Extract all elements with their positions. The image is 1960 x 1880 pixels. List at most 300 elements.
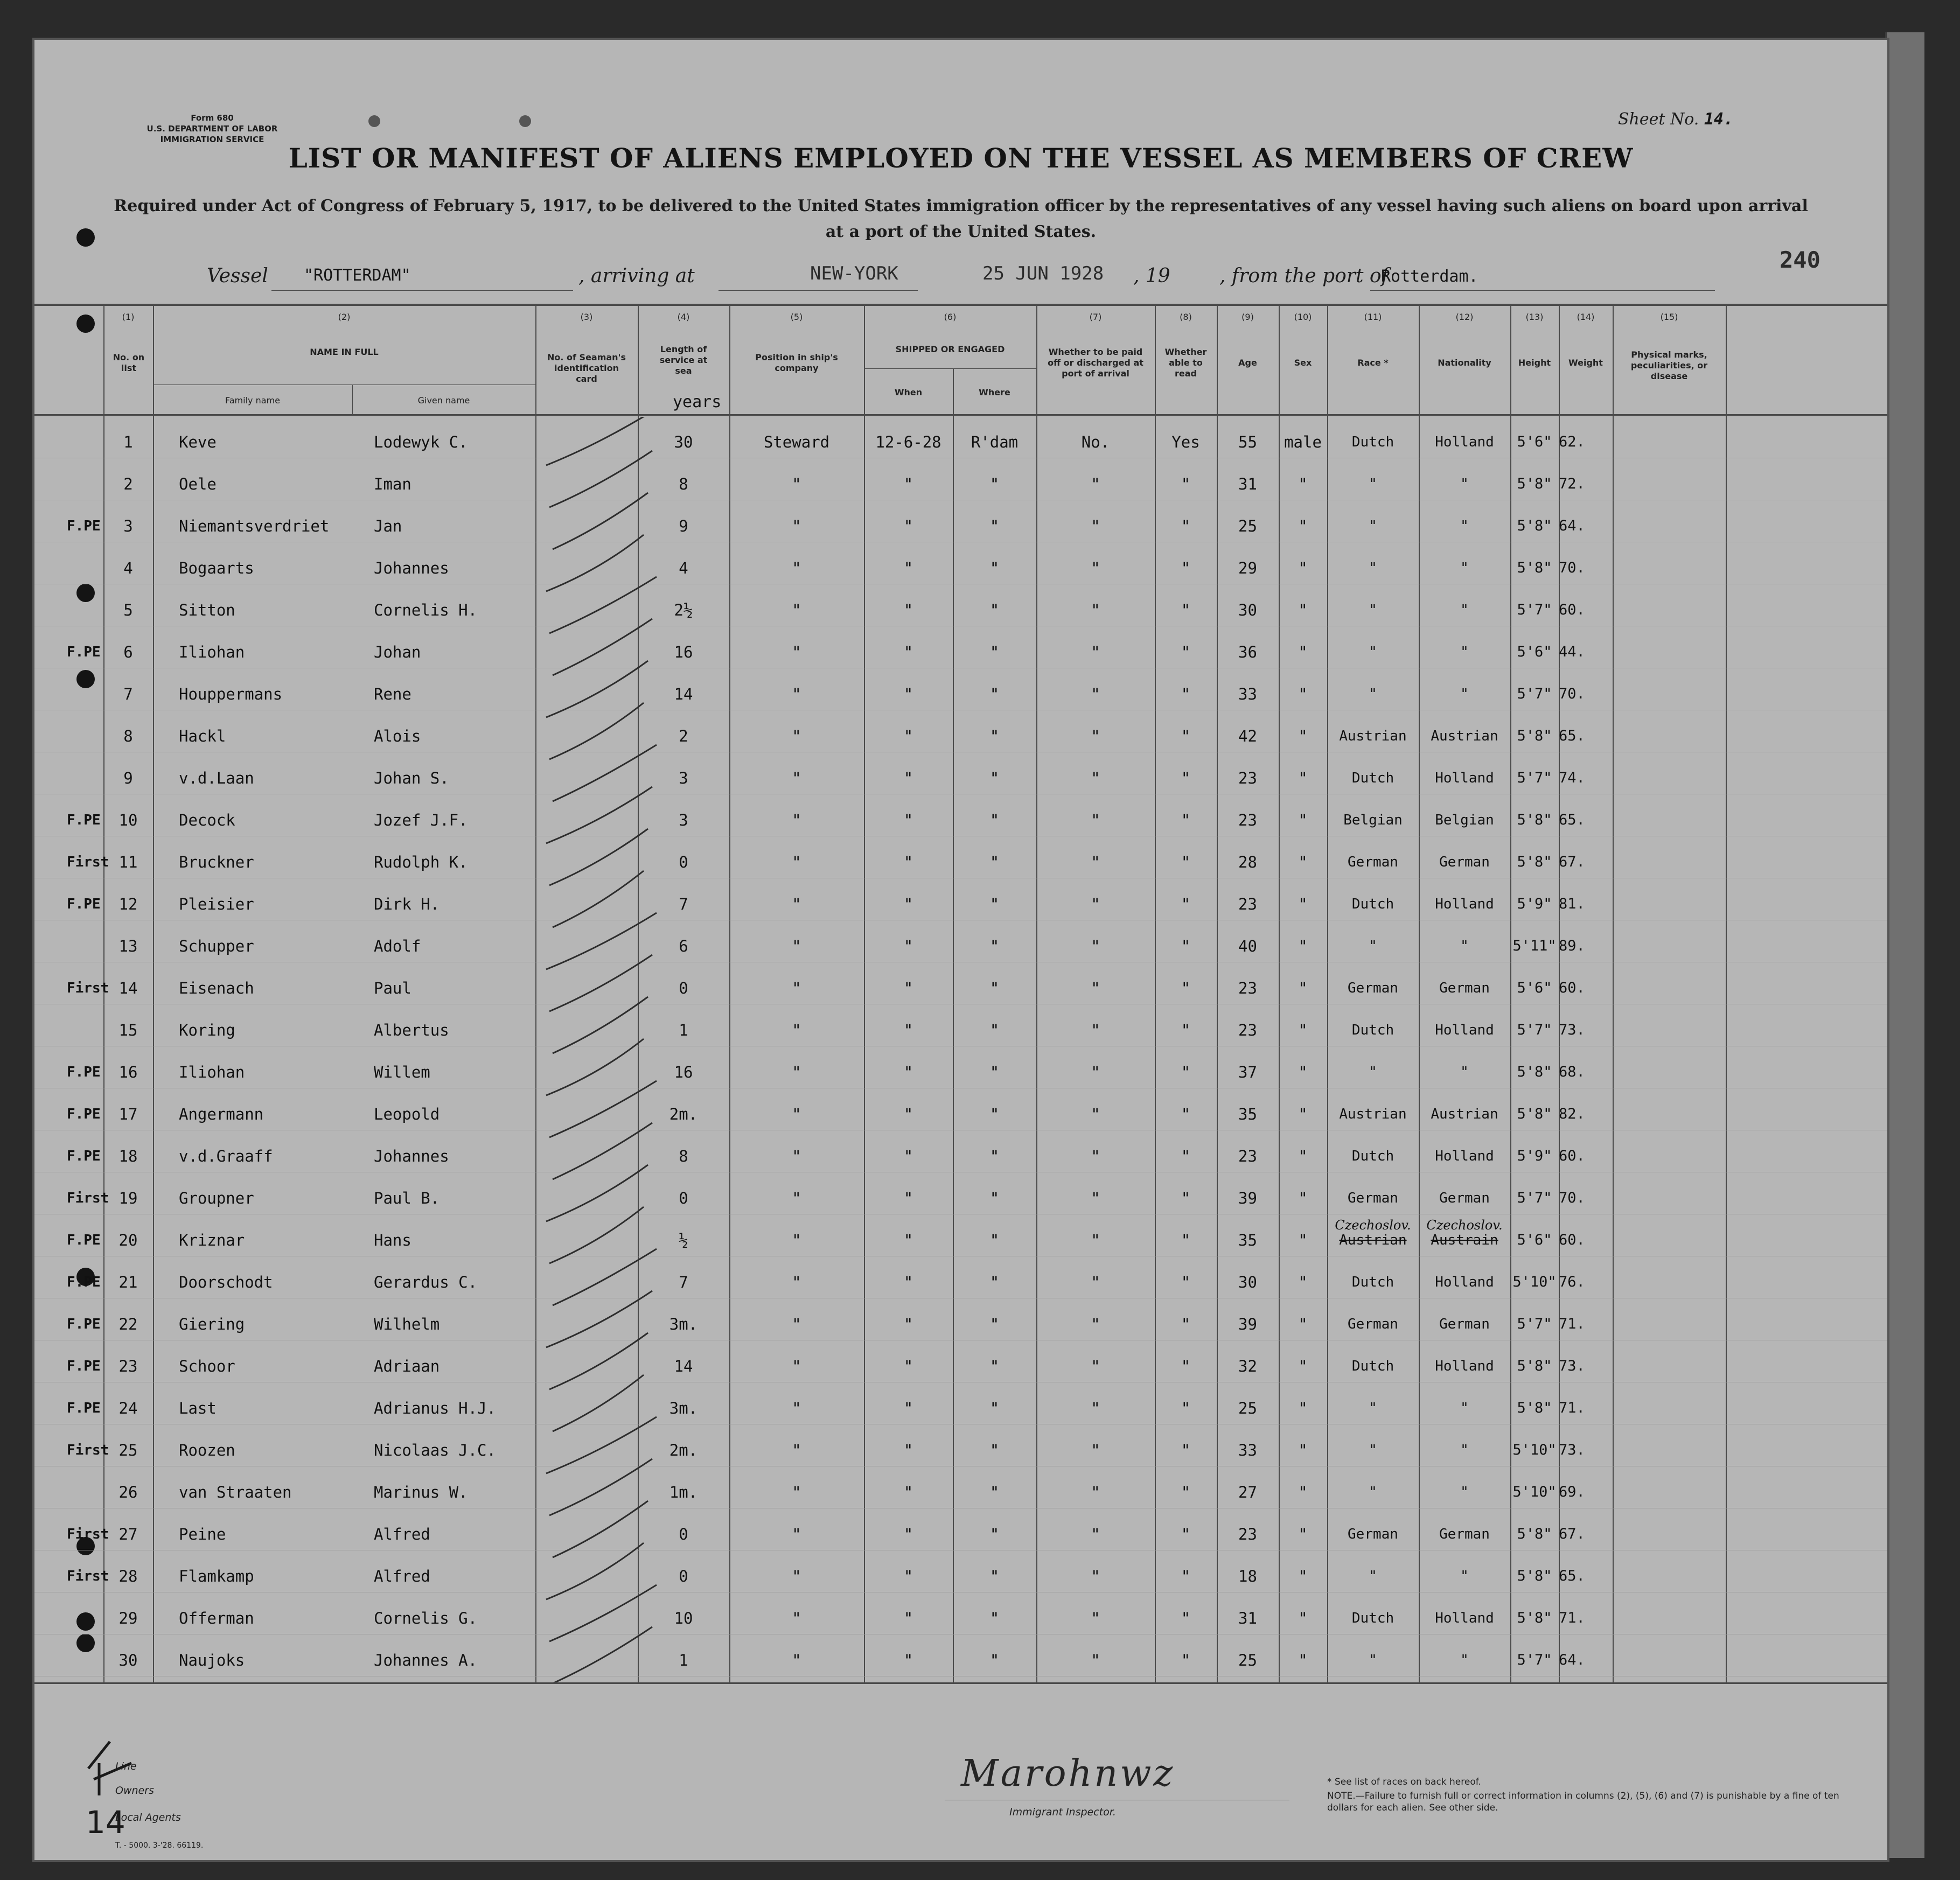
- manifest-sheet: [32, 38, 1889, 1862]
- row-mark: F.PE: [67, 1148, 101, 1164]
- row-race: Dutch: [1351, 896, 1394, 912]
- row-position: ": [792, 1273, 801, 1291]
- col-num-8: (8): [1180, 312, 1192, 322]
- row-family-name: Iliohan: [179, 1063, 245, 1081]
- row-sex: ": [1298, 1021, 1308, 1039]
- row-paid-off: ": [1091, 1567, 1100, 1585]
- row-position: ": [792, 643, 801, 661]
- row-family-name: Eisenach: [179, 979, 254, 997]
- row-shipped-when: ": [903, 811, 913, 829]
- row-shipped-where: ": [989, 1147, 1000, 1165]
- row-shipped-when: ": [903, 643, 913, 661]
- row-able-to-read: ": [1181, 517, 1191, 535]
- check-slash: [546, 1417, 657, 1473]
- row-sex: ": [1298, 1105, 1308, 1123]
- row-position: ": [792, 1567, 801, 1585]
- row-given-name: Johannes: [374, 1147, 449, 1165]
- row-weight: 76.: [1559, 1274, 1585, 1290]
- row-position: ": [792, 1357, 801, 1375]
- row-family-name: Sitton: [179, 601, 235, 619]
- footer-fine-note: NOTE.—Failure to furnish full or correct information in columns (2), (5), (6) and (7) is punishable by a fine of ten dollars for each alien. See other side.: [1327, 1791, 1839, 1813]
- inspector-label: Immigrant Inspector.: [1009, 1806, 1116, 1818]
- check-slash: [553, 871, 644, 927]
- row-nationality-correction: Czechoslov.: [1426, 1218, 1503, 1233]
- check-slash: [546, 535, 644, 591]
- col-num-10: (10): [1294, 312, 1312, 322]
- row-shipped-where: ": [989, 769, 1000, 787]
- col-head-age: Age: [1238, 358, 1257, 368]
- row-nationality: ": [1460, 938, 1469, 954]
- row-shipped-when: ": [903, 1315, 913, 1333]
- row-weight: 70.: [1559, 560, 1585, 576]
- row-nationality: Belgian: [1435, 812, 1494, 828]
- row-age: 29: [1238, 559, 1257, 577]
- row-age: 23: [1238, 811, 1257, 829]
- row-number: 8: [123, 727, 133, 745]
- row-height: 5'8": [1517, 518, 1552, 534]
- row-sex: male: [1284, 433, 1322, 451]
- form-info: [110, 113, 315, 145]
- row-sex: ": [1298, 1441, 1308, 1459]
- row-family-name: Oele: [179, 475, 217, 493]
- col-head-nationality: Nationality: [1438, 358, 1491, 368]
- row-weight: 73.: [1559, 1022, 1585, 1038]
- row-paid-off: ": [1091, 1273, 1100, 1291]
- col-head-no-on-list: No. on list: [113, 352, 145, 373]
- row-race: ": [1369, 1484, 1377, 1500]
- row-height: 5'8": [1517, 1400, 1552, 1416]
- row-shipped-where: ": [989, 1567, 1000, 1585]
- row-given-name: Adolf: [374, 937, 421, 955]
- col-head-height: Height: [1518, 358, 1551, 368]
- row-number: 29: [118, 1609, 138, 1627]
- row-shipped-when: ": [903, 1273, 913, 1291]
- row-shipped-where: ": [989, 475, 1000, 493]
- col-num-13: (13): [1525, 312, 1544, 322]
- row-mark: F.PE: [67, 518, 101, 534]
- row-nationality: German: [1439, 854, 1490, 870]
- row-weight: 64.: [1559, 518, 1585, 534]
- row-mark: First: [67, 1526, 109, 1542]
- row-race: German: [1348, 980, 1398, 996]
- row-number: 25: [118, 1441, 138, 1459]
- row-paid-off: ": [1091, 853, 1100, 871]
- arriving-port: NEW-YORK: [810, 263, 898, 284]
- row-given-name: Lodewyk C.: [374, 433, 468, 451]
- check-slash: [546, 661, 648, 717]
- col-head-race: Race *: [1357, 358, 1389, 368]
- row-weight: 74.: [1559, 770, 1585, 786]
- row-position: ": [792, 1063, 801, 1081]
- row-shipped-where: ": [989, 601, 1000, 619]
- row-shipped-where: ": [989, 1231, 1000, 1249]
- row-nationality: ": [1460, 1652, 1469, 1668]
- check-slash: [553, 619, 652, 675]
- row-position: ": [792, 769, 801, 787]
- check-slash: [553, 1375, 644, 1431]
- row-shipped-when: ": [903, 601, 913, 619]
- row-shipped-when: ": [903, 1189, 913, 1207]
- row-weight: 67.: [1559, 1526, 1585, 1542]
- row-position: ": [792, 1189, 801, 1207]
- row-race: ": [1369, 1652, 1377, 1668]
- col-num-11: (11): [1364, 312, 1382, 322]
- row-shipped-when: ": [903, 1021, 913, 1039]
- row-weight: 73.: [1559, 1442, 1585, 1458]
- col-num-5: (5): [790, 312, 803, 322]
- row-paid-off: ": [1091, 1063, 1100, 1081]
- row-mark: First: [67, 1190, 109, 1206]
- footer-owners-label: Owners: [115, 1785, 154, 1797]
- row-shipped-where: ": [989, 979, 1000, 997]
- col-num-2: (2): [338, 312, 351, 322]
- row-family-name: Peine: [179, 1525, 226, 1543]
- row-shipped-where: R'dam: [971, 433, 1019, 451]
- col-head-physical-marks: Physical marks, peculiarities, or disease: [1630, 350, 1708, 381]
- row-race: Dutch: [1351, 1022, 1394, 1038]
- row-mark: First: [67, 980, 109, 996]
- row-mark: F.PE: [67, 896, 101, 912]
- row-paid-off: ": [1091, 1189, 1100, 1207]
- row-sex: ": [1298, 895, 1308, 913]
- row-age: 40: [1238, 937, 1257, 955]
- row-length-of-service: 2½: [674, 601, 693, 619]
- row-nationality: ": [1460, 1442, 1469, 1458]
- svg-text:14: 14: [86, 1804, 125, 1839]
- col-divider: [1726, 305, 1727, 1682]
- row-able-to-read: ": [1181, 1357, 1191, 1375]
- arriving-underline: [719, 290, 918, 291]
- row-family-name: Giering: [179, 1315, 245, 1333]
- row-given-name: Adriaan: [374, 1357, 440, 1375]
- row-able-to-read: Yes: [1171, 433, 1200, 451]
- row-number: 17: [118, 1105, 138, 1123]
- check-slash: [549, 1333, 648, 1389]
- row-family-name: Naujoks: [179, 1651, 245, 1669]
- row-shipped-when: ": [903, 1399, 913, 1417]
- row-nationality: ": [1460, 1400, 1469, 1416]
- check-slash: [553, 1627, 652, 1682]
- row-height: 5'8": [1517, 560, 1552, 576]
- row-family-name: Roozen: [179, 1441, 235, 1459]
- row-shipped-where: ": [989, 727, 1000, 745]
- row-length-of-service: 2m.: [669, 1105, 698, 1123]
- row-age: 35: [1238, 1105, 1257, 1123]
- check-slash: [549, 1081, 657, 1137]
- row-sex: ": [1298, 979, 1308, 997]
- row-nationality: Holland: [1435, 896, 1494, 912]
- row-height: 5'8": [1517, 812, 1552, 828]
- row-paid-off: ": [1091, 559, 1100, 577]
- row-age: 39: [1238, 1189, 1257, 1207]
- row-family-name: Hackl: [179, 727, 226, 745]
- row-weight: 60.: [1559, 1232, 1585, 1248]
- row-family-name: Pleisier: [179, 895, 254, 913]
- row-given-name: Leopold: [374, 1105, 440, 1123]
- col-head-sex: Sex: [1294, 358, 1312, 368]
- row-given-name: Paul B.: [374, 1189, 440, 1207]
- row-position: ": [792, 1315, 801, 1333]
- row-weight: 65.: [1559, 1568, 1585, 1584]
- row-family-name: Last: [179, 1399, 217, 1417]
- row-race: ": [1369, 1442, 1377, 1458]
- row-given-name: Jozef J.F.: [374, 811, 468, 829]
- row-sex: ": [1298, 517, 1308, 535]
- row-sex: ": [1298, 769, 1308, 787]
- check-slash: [553, 745, 657, 801]
- row-shipped-where: ": [989, 1441, 1000, 1459]
- row-given-name: Johannes: [374, 559, 449, 577]
- row-nationality: ": [1460, 644, 1469, 660]
- row-shipped-when: ": [903, 1441, 913, 1459]
- row-height: 5'8": [1517, 854, 1552, 870]
- row-length-of-service: 9: [679, 517, 688, 535]
- row-shipped-where: ": [989, 1105, 1000, 1123]
- row-family-name: Schupper: [179, 937, 254, 955]
- row-number: 7: [123, 685, 133, 703]
- row-number: 3: [123, 517, 133, 535]
- row-shipped-where: ": [989, 1609, 1000, 1627]
- row-weight: 68.: [1559, 1064, 1585, 1080]
- row-race: ": [1369, 602, 1377, 618]
- row-mark: F.PE: [67, 1400, 101, 1416]
- check-slash: [546, 787, 652, 843]
- row-age: 55: [1238, 433, 1257, 451]
- agent-mark: [78, 1731, 142, 1839]
- row-able-to-read: ": [1181, 1315, 1191, 1333]
- row-position: ": [792, 1609, 801, 1627]
- row-position: ": [792, 1483, 801, 1501]
- row-paid-off: ": [1091, 979, 1100, 997]
- row-nationality: Holland: [1435, 770, 1494, 786]
- punch-hole: [76, 1634, 95, 1652]
- check-slash: [549, 829, 648, 885]
- row-weight: 71.: [1559, 1316, 1585, 1332]
- row-able-to-read: ": [1181, 685, 1191, 703]
- row-sex: ": [1298, 727, 1308, 745]
- row-length-of-service: 6: [679, 937, 688, 955]
- col-head-given-name: Given name: [417, 395, 470, 406]
- row-sex: ": [1298, 601, 1308, 619]
- row-shipped-where: ": [989, 559, 1000, 577]
- col-num-7: (7): [1089, 312, 1102, 322]
- row-paid-off: ": [1091, 769, 1100, 787]
- row-paid-off: ": [1091, 811, 1100, 829]
- row-number: 15: [118, 1021, 138, 1039]
- check-slash: [549, 577, 657, 633]
- row-shipped-when: ": [903, 1147, 913, 1165]
- row-height: 5'7": [1517, 1022, 1552, 1038]
- row-sex: ": [1298, 1315, 1308, 1333]
- row-height: 5'8": [1517, 1106, 1552, 1122]
- form-department: U.S. DEPARTMENT OF LABOR: [147, 124, 278, 134]
- form-service: IMMIGRATION SERVICE: [160, 135, 264, 144]
- row-shipped-where: ": [989, 1189, 1000, 1207]
- col-head-position: Position in ship's company: [755, 352, 838, 373]
- vessel-label: Vessel: [207, 265, 268, 287]
- row-given-name: Paul: [374, 979, 411, 997]
- row-nationality: Holland: [1435, 434, 1494, 450]
- row-weight: 64.: [1559, 1652, 1585, 1668]
- row-height: 5'7": [1517, 686, 1552, 702]
- row-able-to-read: ": [1181, 475, 1191, 493]
- row-nationality: German: [1439, 1316, 1490, 1332]
- row-shipped-where: ": [989, 1357, 1000, 1375]
- punch-hole: [76, 315, 95, 333]
- row-height: 5'10": [1512, 1442, 1557, 1458]
- check-slash: [549, 1459, 652, 1515]
- row-height: 5'8": [1517, 1064, 1552, 1080]
- row-family-name: Iliohan: [179, 643, 245, 661]
- row-nationality: Holland: [1435, 1358, 1494, 1374]
- row-number: 20: [118, 1231, 138, 1249]
- row-able-to-read: ": [1181, 1189, 1191, 1207]
- row-nationality: ": [1460, 602, 1469, 618]
- row-number: 30: [118, 1651, 138, 1669]
- row-length-of-service: 0: [679, 853, 688, 871]
- row-family-name: Kriznar: [179, 1231, 245, 1249]
- row-position: ": [792, 1147, 801, 1165]
- row-sex: ": [1298, 1609, 1308, 1627]
- row-given-name: Nicolaas J.C.: [374, 1441, 496, 1459]
- col-num-3: (3): [580, 312, 593, 322]
- row-sex: ": [1298, 1651, 1308, 1669]
- row-shipped-where: ": [989, 1273, 1000, 1291]
- row-shipped-when: ": [903, 1105, 913, 1123]
- row-shipped-where: ": [989, 1021, 1000, 1039]
- col-head-seaman-card: No. of Seaman's identification card: [547, 352, 626, 384]
- row-number: 22: [118, 1315, 138, 1333]
- row-race: Dutch: [1351, 1610, 1394, 1626]
- row-age: 42: [1238, 727, 1257, 745]
- row-shipped-where: ": [989, 811, 1000, 829]
- row-family-name: Schoor: [179, 1357, 235, 1375]
- row-given-name: Hans: [374, 1231, 411, 1249]
- row-mark: F.PE: [67, 1358, 101, 1374]
- row-age: 31: [1238, 1609, 1257, 1627]
- row-given-name: Gerardus C.: [374, 1273, 478, 1291]
- row-able-to-read: ": [1181, 811, 1191, 829]
- row-height: 5'8": [1517, 1358, 1552, 1374]
- row-shipped-where: ": [989, 895, 1000, 913]
- row-given-name: Alfred: [374, 1525, 430, 1543]
- row-position: ": [792, 727, 801, 745]
- row-able-to-read: ": [1181, 559, 1191, 577]
- row-nationality: Austrian: [1431, 1106, 1498, 1122]
- row-mark: F.PE: [67, 644, 101, 660]
- row-weight: 70.: [1559, 1190, 1585, 1206]
- row-paid-off: ": [1091, 475, 1100, 493]
- row-paid-off: ": [1091, 643, 1100, 661]
- row-race: ": [1369, 518, 1377, 534]
- row-length-of-service: 30: [674, 433, 693, 451]
- row-race: Dutch: [1351, 1148, 1394, 1164]
- row-sex: ": [1298, 685, 1308, 703]
- row-race: Dutch: [1351, 434, 1394, 450]
- row-nationality: Holland: [1435, 1022, 1494, 1038]
- row-nationality: German: [1439, 1190, 1490, 1206]
- row-given-name: Cornelis H.: [374, 601, 478, 619]
- row-age: 31: [1238, 475, 1257, 493]
- row-able-to-read: ": [1181, 769, 1191, 787]
- check-slash: [553, 1501, 648, 1557]
- row-weight: 71.: [1559, 1610, 1585, 1626]
- row-length-of-service: 0: [679, 979, 688, 997]
- row-shipped-where: ": [989, 937, 1000, 955]
- punch-hole: [76, 670, 95, 688]
- row-height: 5'7": [1517, 1316, 1552, 1332]
- row-shipped-where: ": [989, 853, 1000, 871]
- row-sex: ": [1298, 937, 1308, 955]
- row-sex: ": [1298, 853, 1308, 871]
- row-position: ": [792, 853, 801, 871]
- row-given-name: Marinus W.: [374, 1483, 468, 1501]
- row-position: ": [792, 1399, 801, 1417]
- row-sex: ": [1298, 1483, 1308, 1501]
- row-age: 33: [1238, 1441, 1257, 1459]
- row-age: 37: [1238, 1063, 1257, 1081]
- row-number: 26: [118, 1483, 138, 1501]
- row-paid-off: ": [1091, 1315, 1100, 1333]
- check-slash: [553, 1123, 652, 1179]
- row-length-of-service: 10: [674, 1609, 693, 1627]
- row-height: 5'8": [1517, 1526, 1552, 1542]
- vessel-name: "ROTTERDAM": [304, 266, 411, 285]
- row-number: 21: [118, 1273, 138, 1291]
- row-paid-off: ": [1091, 1147, 1100, 1165]
- row-shipped-when: ": [903, 769, 913, 787]
- page-edge: [1885, 32, 1924, 1858]
- row-nationality: Holland: [1435, 1610, 1494, 1626]
- row-position: ": [792, 601, 801, 619]
- row-paid-off: ": [1091, 895, 1100, 913]
- row-position: ": [792, 1651, 801, 1669]
- row-age: 18: [1238, 1567, 1257, 1585]
- row-shipped-when: ": [903, 1357, 913, 1375]
- row-family-name: Decock: [179, 811, 235, 829]
- row-sex: ": [1298, 475, 1308, 493]
- check-slash: [549, 703, 644, 759]
- row-weight: 82.: [1559, 1106, 1585, 1122]
- row-shipped-when: ": [903, 559, 913, 577]
- row-family-name: Niemantsverdriet: [179, 517, 330, 535]
- check-slash: [553, 1249, 657, 1305]
- row-age: 30: [1238, 601, 1257, 619]
- row-paid-off: ": [1091, 1651, 1100, 1669]
- row-weight: 71.: [1559, 1400, 1585, 1416]
- row-race: Austrian: [1339, 1106, 1407, 1122]
- row-age: 30: [1238, 1273, 1257, 1291]
- row-family-name: v.d.Laan: [179, 769, 254, 787]
- row-shipped-when: ": [903, 979, 913, 997]
- row-position: ": [792, 1231, 801, 1249]
- row-position: ": [792, 1021, 801, 1039]
- row-paid-off: ": [1091, 1483, 1100, 1501]
- row-position: ": [792, 979, 801, 997]
- row-paid-off: ": [1091, 1609, 1100, 1627]
- col-head-weight: Weight: [1568, 358, 1603, 368]
- row-sex: ": [1298, 1189, 1308, 1207]
- row-shipped-when: 12-6-28: [875, 433, 941, 451]
- row-family-name: Angermann: [179, 1105, 264, 1123]
- row-shipped-when: ": [903, 895, 913, 913]
- row-given-name: Johan S.: [374, 769, 449, 787]
- col-divider: [153, 305, 154, 1682]
- row-family-name: Bruckner: [179, 853, 254, 871]
- row-nationality: ": [1460, 518, 1469, 534]
- col-head-shipped-when: When: [894, 387, 923, 397]
- row-height: 5'6": [1517, 434, 1552, 450]
